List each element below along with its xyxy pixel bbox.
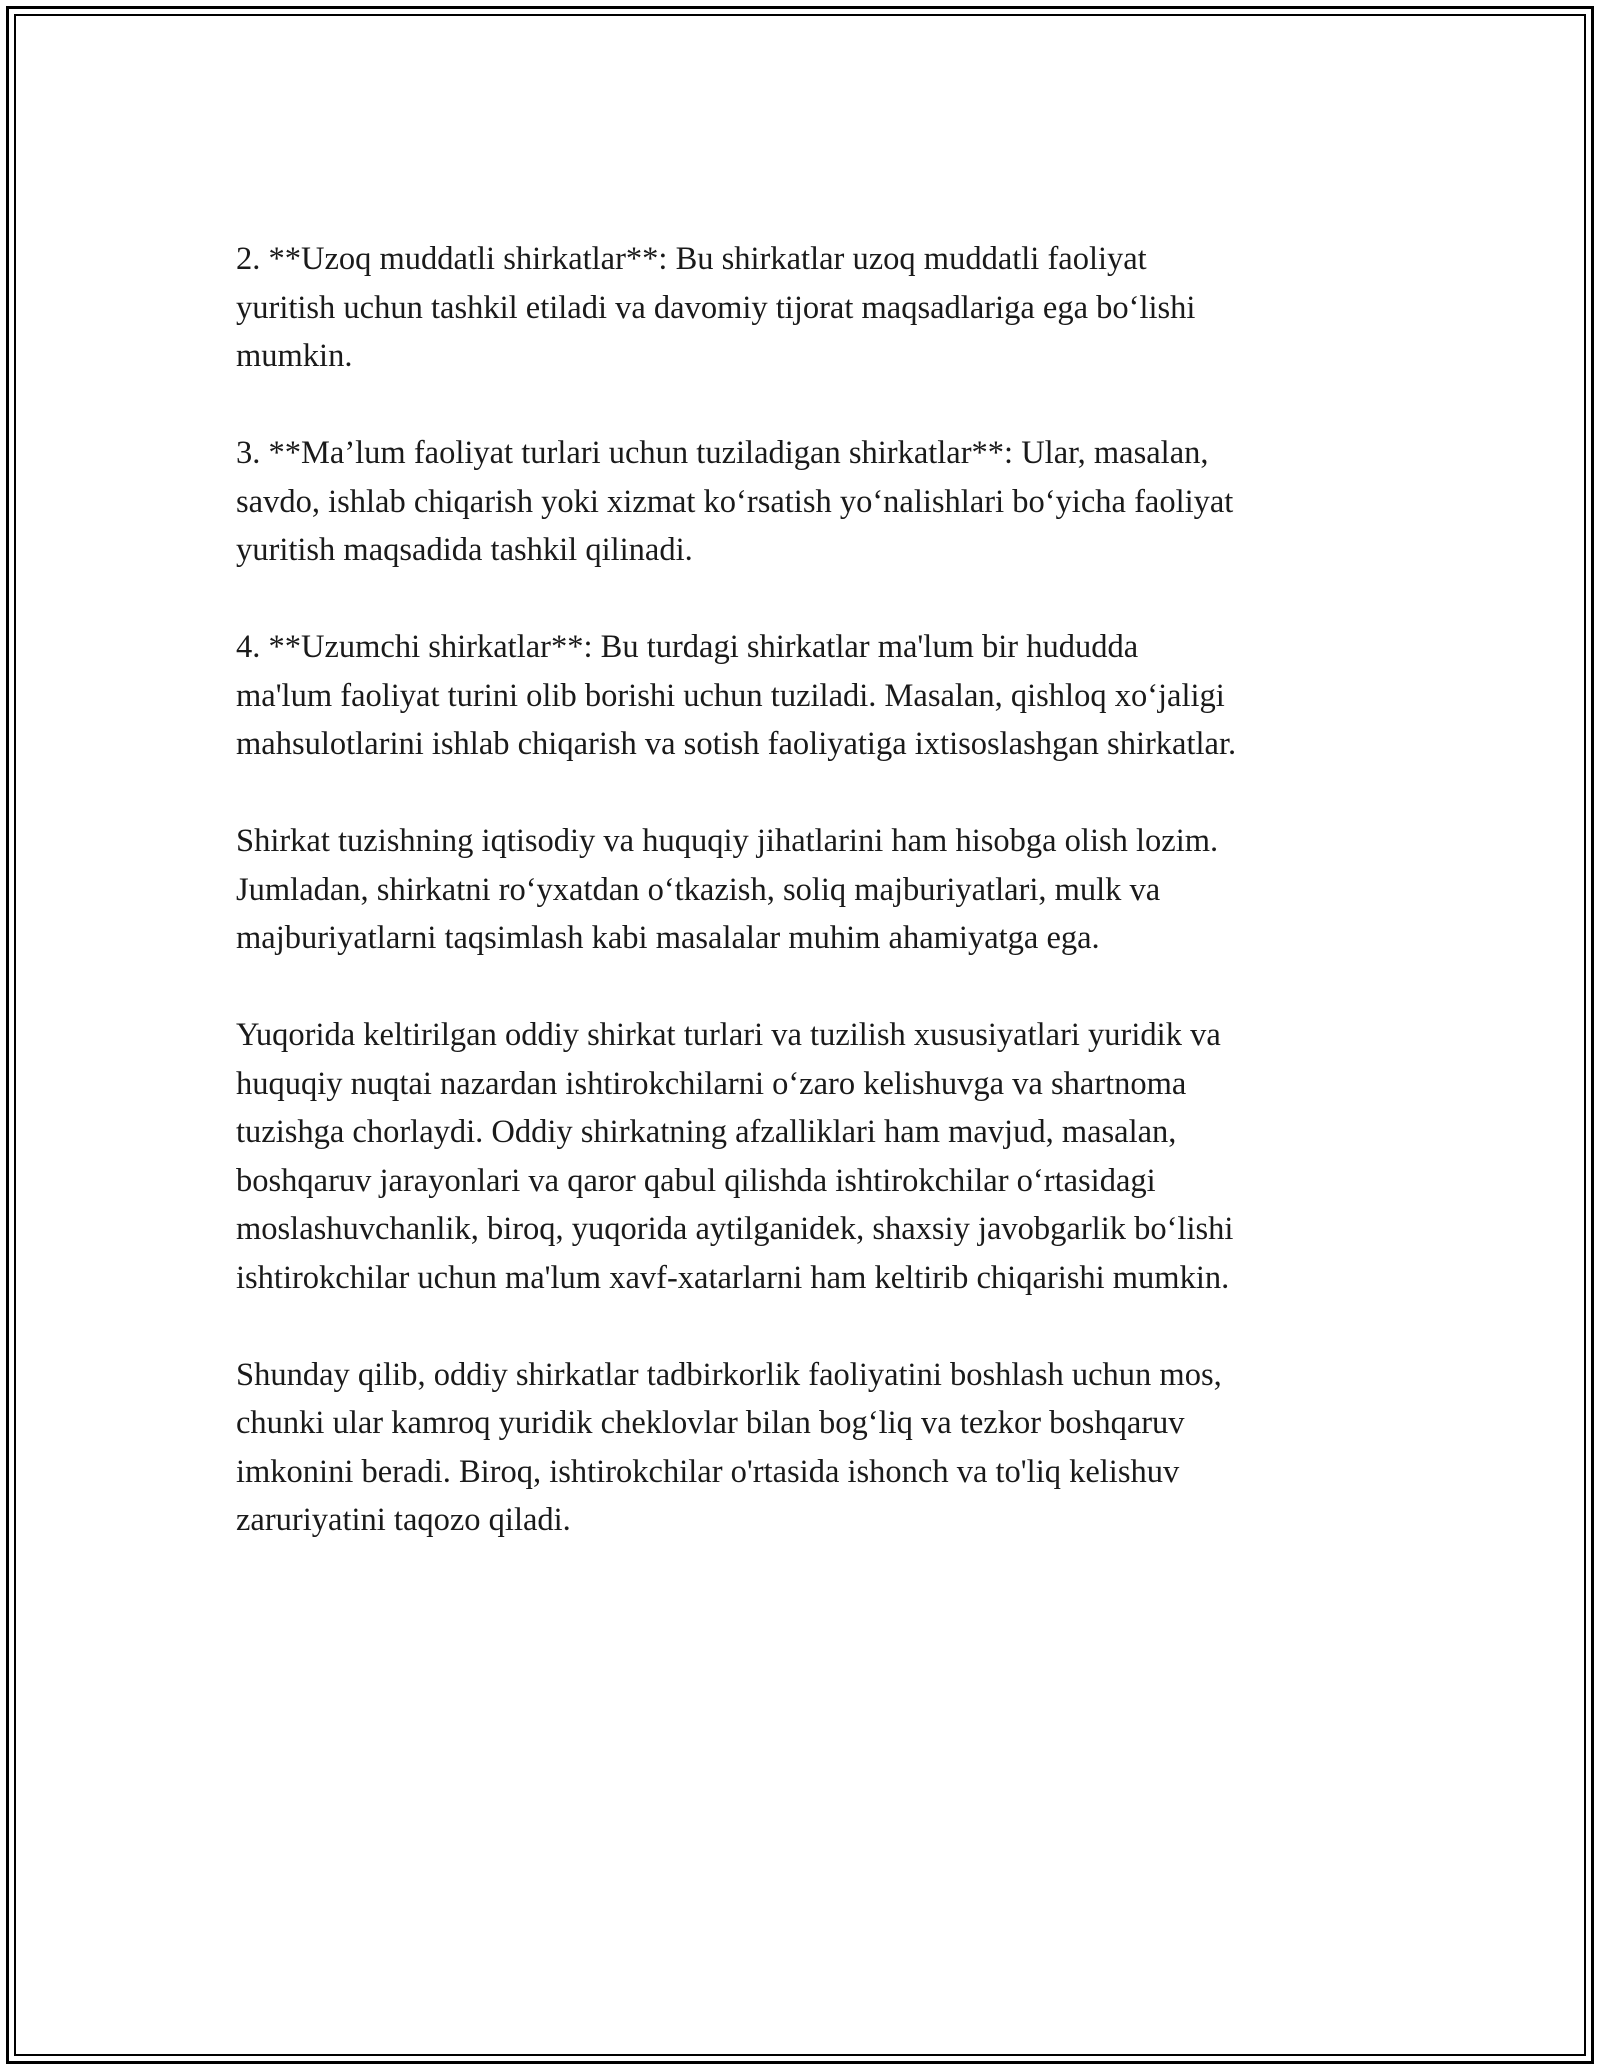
paragraph-long-term-partnerships: 2. **Uzoq muddatli shirkatlar**: Bu shirkatlar uzoq muddatli faoliyat yuritish uchun tashkil etiladi va davomiy tijorat maqsadlariga ega bo‘lishi mumkin. — [236, 241, 1196, 374]
paragraph-advantages: Yuqorida keltirilgan oddiy shirkat turlari va tuzilish xususiyatlari yuridik va huquqiy nuqtai nazardan ishtirokchilarni o‘zaro kelishuvga va shartnoma tuzishga chorlaydi. Oddiy shirkatning afzalliklari ham mavjud, masalan, boshqaruv jarayonlari va qaror qabul qilishda ishtirokchilar o‘rtasidagi moslashuvchanlik, biroq, yuqorida aytilganidek, shaxsiy javobgarlik bo‘lishi ishtirokchilar uchun ma'lum xavf-xatarlarni ham keltirib chiqarishi mumkin. — [236, 1017, 1234, 1296]
paragraph-economic-legal-aspects: Shirkat tuzishning iqtisodiy va huquqiy jihatlarini ham hisobga olish lozim. Jumladan, shirkatni ro‘yxatdan o‘tkazish, soliq majburiyatlari, mulk va majburiyatlarni taqsimlash kabi masalalar muhim ahamiyatga ega. — [236, 823, 1219, 956]
paragraph-conclusion: Shunday qilib, oddiy shirkatlar tadbirkorlik faoliyatini boshlash uchun mos, chunki ular kamroq yuridik cheklovlar bilan bog‘liq va tezkor boshqaruv imkonini beradi. Biroq, ishtirokchilar o'rtasida ishonch va to'liq kelishuv zaruriyatini taqozo qiladi. — [236, 1356, 1222, 1538]
paragraph-activity-type-partnerships: 3. **Ma’lum faoliyat turlari uchun tuziladigan shirkatlar**: Ular, masalan, savdo, ishlab chiqarish yoki xizmat ko‘rsatish yo‘nalishlari bo‘yicha faoliyat yuritish maqsadida tashkil qilinadi. — [236, 435, 1234, 568]
paragraph-uzumchi-partnerships: 4. **Uzumchi shirkatlar**: Bu turdagi shirkatlar ma'lum bir hududda ma'lum faoliyat turini olib borishi uchun tuziladi. Masalan, qishloq xo‘jaligi mahsulotlarini ishlab chiqarish va sotish faoliyatiga ixtisoslashgan shirkatlar. — [236, 629, 1237, 762]
document-body — [236, 235, 1376, 1545]
